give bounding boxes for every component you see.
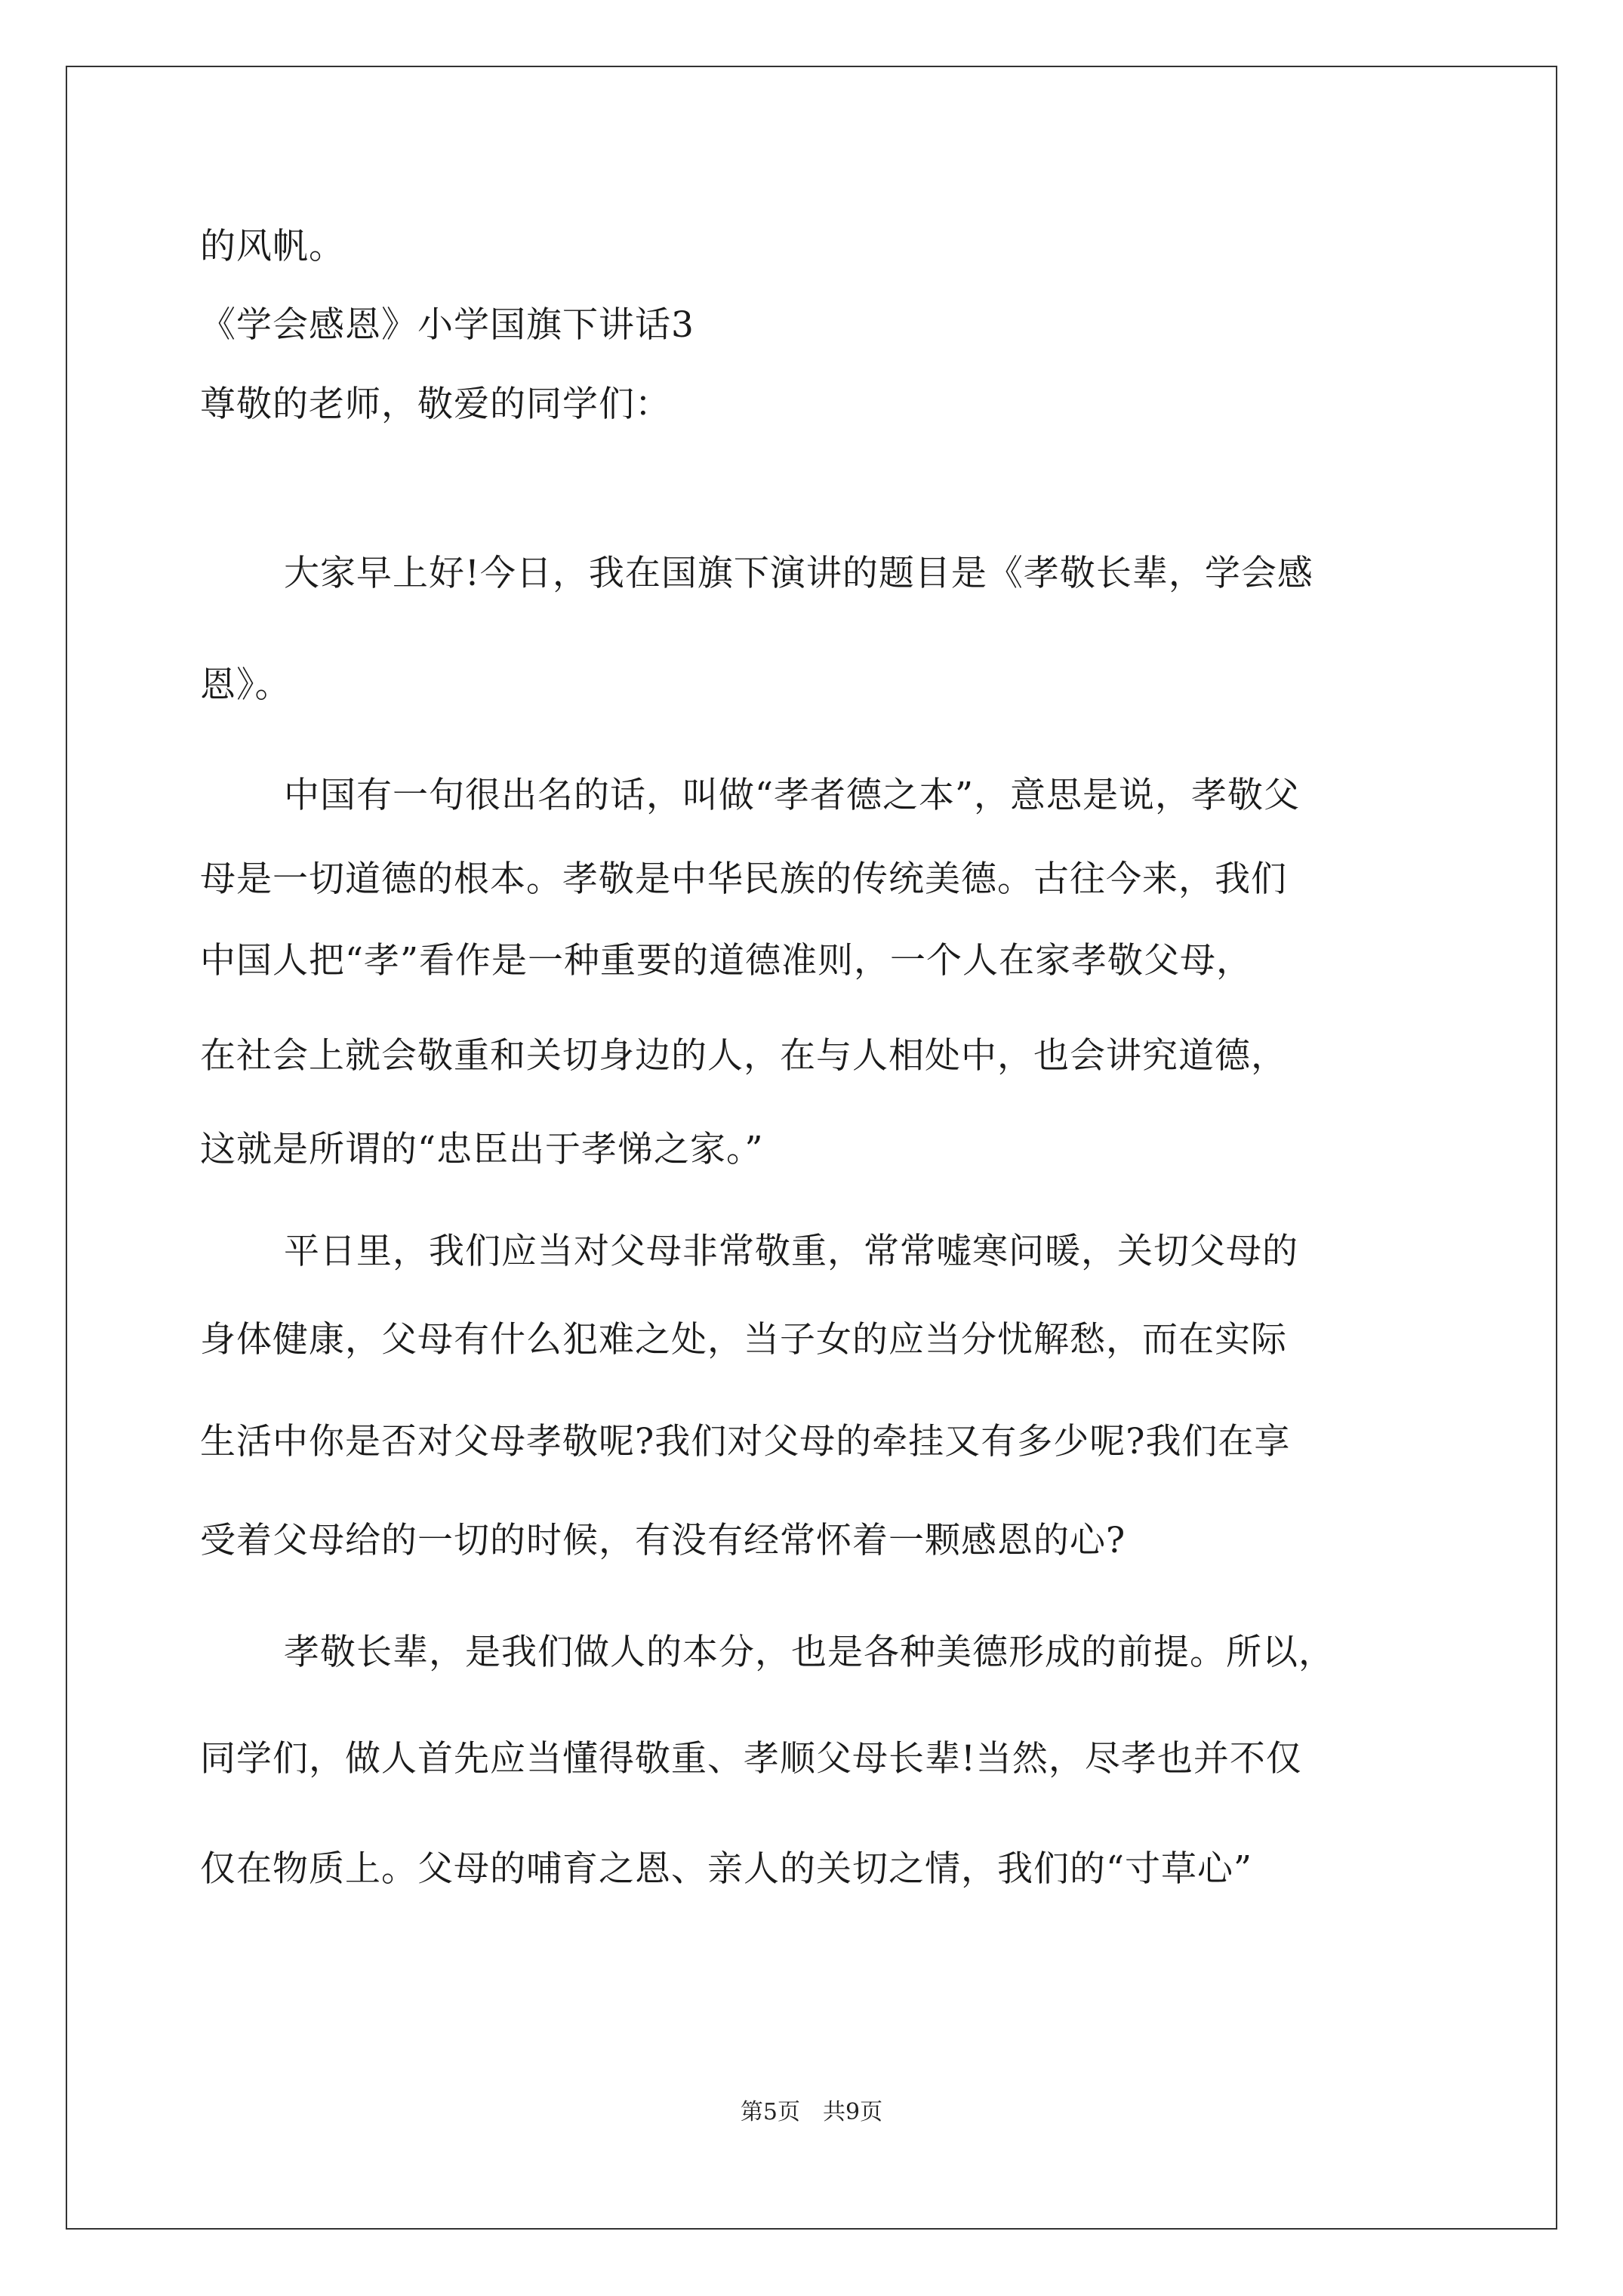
text-line-7: 母是一切道德的根本。孝敬是中华民族的传统美德。古往今来，我们: [200, 858, 1287, 900]
section-title: 《学会感恩》小学国旗下讲话3: [200, 304, 694, 346]
page-number: 第5页 共9页: [740, 2099, 883, 2125]
text-line-10: 这就是所谓的“忠臣出于孝悌之家。”: [200, 1129, 764, 1170]
text-line-17: 仅在物质上。父母的哺育之恩、亲人的关切之情，我们的“寸草心”: [200, 1848, 1253, 1890]
text-line-16: 同学们，做人首先应当懂得敬重、孝顺父母长辈!当然，尽孝也并不仅: [200, 1738, 1302, 1780]
text-line-13: 生活中你是否对父母孝敬呢?我们对父母的牵挂又有多少呢?我们在享: [200, 1421, 1291, 1462]
salutation: 尊敬的老师，敬爱的同学们：: [200, 384, 671, 425]
text-line-14: 受着父母给的一切的时候，有没有经常怀着一颗感恩的心?: [200, 1520, 1126, 1561]
text-line-12: 身体健康，父母有什么犯难之处，当子女的应当分忧解愁，而在实际: [200, 1319, 1287, 1361]
text-line-15: 孝敬长辈，是我们做人的本分，也是各种美德形成的前提。所以，: [284, 1632, 1335, 1673]
text-line-1: 的风帆。: [200, 226, 345, 267]
text-line-11: 平日里，我们应当对父母非常敬重，常常嘘寒问暖，关切父母的: [284, 1231, 1298, 1272]
text-line-9: 在社会上就会敬重和关切身边的人，在与人相处中，也会讲究道德，: [200, 1035, 1287, 1077]
text-line-6: 中国有一句很出名的话，叫做“孝者德之本”，意思是说，孝敬父: [284, 775, 1301, 816]
text-line-5: 恩》。: [200, 664, 291, 706]
text-line-8: 中国人把“孝”看作是一种重要的道德准则，一个人在家孝敬父母，: [200, 940, 1253, 982]
text-line-4: 大家早上好!今日，我在国旗下演讲的题目是《孝敬长辈，学会感: [284, 553, 1313, 594]
